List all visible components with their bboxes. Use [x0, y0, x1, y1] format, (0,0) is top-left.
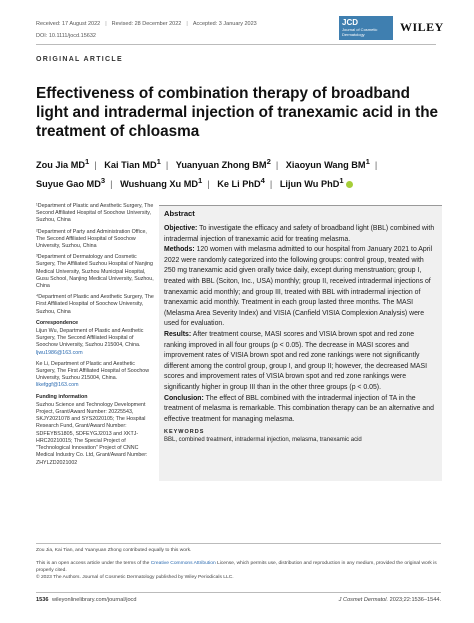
email-link[interactable]: ljwu1986@163.com: [36, 349, 83, 356]
author-list: Zou Jia $MD^1$ | Kai Tian $MD^1$ | Yuanyuan Zhong $BM^2$ | Xiaoyun Wang $BM^1$ | Suyue Gao $MD^3$ | Wushuang Xu $MD^1$ | Ke Li PhD$^4$ | Lijun Wu PhD$^1$: [36, 157, 378, 190]
doi[interactable]: DOI: 10.1111/jocd.15632: [36, 33, 96, 39]
abstract-results: Results: After treatment course, MASI scores and VISIA brown spot and red zone ranking improved in all four groups (p < 0.05). The decrease in MASI scores and improvement rates of VISIA brown spot and red zone rankings were not significantly different among the control group, group I, and group II; however, the decreased MASI scores and improvement rates of VISIA brown spot and red zone rankings were significantly higher in group III than in the other three groups (p < 0.05).: [164, 330, 428, 391]
author-name[interactable]: Wushuang Xu $MD^1$: [120, 176, 203, 190]
author-name[interactable]: Zou Jia $MD^1$: [36, 157, 90, 171]
revised-date: Revised: 28 December 2022: [111, 21, 182, 27]
affiliation: ¹Department of Plastic and Aesthetic Surgery, The Second Affiliated Hospital of Soochow University, Suzhou, China: [36, 203, 154, 224]
author-name[interactable]: Ke Li PhD$^4$: [217, 176, 265, 190]
correspondence-heading: Correspondence: [36, 319, 79, 326]
accepted-date: Accepted: 3 January 2023: [192, 21, 257, 27]
keywords: BBL, combined treatment, intradermal injection, melasma, tranexamic acid: [164, 437, 362, 444]
article-title: Effectiveness of combination therapy of broadband light and intradermal injection of tranexamic acid in the treatment of chloasma: [36, 85, 439, 140]
email-link[interactable]: likefggf@163.com: [36, 382, 79, 389]
abstract-heading: Abstract: [164, 209, 195, 218]
received-date: Received: 17 August 2022: [36, 21, 101, 27]
article-type: ORIGINAL ARTICLE: [36, 56, 123, 63]
header-divider: [36, 44, 436, 45]
publisher-logo: WILEY: [400, 20, 444, 34]
footnote-divider: [36, 543, 441, 544]
license-link[interactable]: Creative Commons Attribution: [150, 561, 216, 566]
license-note: This is an open access article under the terms of the Creative Commons Attribution License, which permits use, distribution and reproduction in any medium, provided the original work is properly cited. © 2023 The Authors. Journal of Cosmetic Dermatology published by Wiley Periodicals LLC.: [36, 561, 437, 580]
funding-heading: Funding information: [36, 393, 88, 400]
author-name[interactable]: Xiaoyun Wang $BM^1$: [285, 157, 370, 171]
copyright: © 2023 The Authors. Journal of Cosmetic Dermatology published by Wiley Periodicals LLC.: [36, 575, 234, 580]
orcid-icon[interactable]: [346, 181, 353, 188]
journal-logo-name: Journal of Cosmetic Dermatology: [342, 27, 378, 37]
affiliation: ²Department of Party and Administration Office, The Second Affiliated Hospital of Soochow University, Suzhou, China: [36, 228, 147, 250]
funding-text: Suzhou Science and Technology Development Project, Grant/Award Number: 20225543, SKJY2021078 and SYS2020105; The Hospital Research Fund, Grant/Award Number: SDFEYBS1805, SDFEYGJ2013 and XKTJ-HRC20210015; The Special Project of "Technological Innovation" Project of CNNC Medical Industry Co. Ltd, Grant/Award Number: ZHYLZD2021002: [36, 401, 148, 466]
footer-divider: [36, 592, 441, 593]
author-name[interactable]: Lijun Wu PhD$^1$: [279, 176, 344, 190]
page-number: 1536: [36, 597, 49, 603]
journal-logo: [339, 16, 393, 40]
keywords-heading: KEYWORDS: [164, 429, 205, 436]
affiliation: ⁴Department of Plastic and Aesthetic Surgery, The First Affiliated Hospital of Soochow University, Suzhou, China: [36, 294, 154, 315]
abstract-objective: Objective: To investigate the efficacy and safety of broadband light (BBL) combined with intradermal injection of tranexamic acid for treating melasma.: [164, 225, 435, 243]
correspondence-entry: Lijun Wu, Department of Plastic and Aesthetic Surgery, The Second Affiliated Hospital of Soochow University, Suzhou 215004, China. ljwu1986@163.com: [36, 328, 144, 356]
abstract-methods: Methods: 120 women with melasma admitted to our hospital from January 2021 to April 2022 were randomly categorized into the following groups: control group, treated with 250 mg tranexamic acid given orally twice daily, except during menstruation; group I, treated with BBL (Sciton, Inc., USA) monthly; group II, received intradermal injections of tranexamic acid monthly; and group III, treated with BBL with intradermal injection of tranexamic acid monthly. Treatment in each group lasted three months. The MASI (Melasma Area Severity Index) and VISIA (Canfield VISIA Complexion Analysis) were used for evaluation.: [164, 246, 433, 328]
affiliations-column: [36, 203, 154, 471]
journal-logo-abbr: JCD: [342, 18, 359, 27]
author-name[interactable]: Suyue Gao $MD^3$: [36, 176, 106, 190]
article-dates: Received: 17 August 2022 | Revised: 28 December 2022 | Accepted: 3 January 2023: [36, 21, 257, 27]
affiliation: ³Department of Dermatology and Cosmetic Surgery, The Affiliated Suzhou Hospital of Nanjing Medical University, Suzhou Municipal Hospital, Gusu School, Nanjing Medical University, Suzhou, China: [36, 254, 154, 290]
abstract-conclusion: Conclusion: The effect of BBL combined with the intradermal injection of TA in the treatment of melasma is remarkable. This combination therapy can be an alternative and effective treatment for managing melasma.: [164, 394, 434, 423]
equal-contribution-note: Zou Jia, Kai Tian, and Yuanyuan Zhong contributed equally to this work.: [36, 548, 192, 553]
author-name[interactable]: Yuanyuan Zhong $BM^2$: [175, 157, 271, 171]
correspondence-entry: Ke Li, Department of Plastic and Aesthetic Surgery, The First Affiliated Hospital of Soochow University, Suzhou 215004, China. likefggf@163.com: [36, 360, 150, 389]
author-name[interactable]: Kai Tian $MD^1$: [104, 157, 161, 171]
journal-url[interactable]: wileyonlinelibrary.com/journal/jocd: [52, 597, 137, 603]
abstract-body: [164, 224, 437, 425]
abstract-box: [159, 205, 442, 481]
journal-citation: J Cosmet Dermatol. 2023;22:1536–1544.: [338, 597, 441, 603]
